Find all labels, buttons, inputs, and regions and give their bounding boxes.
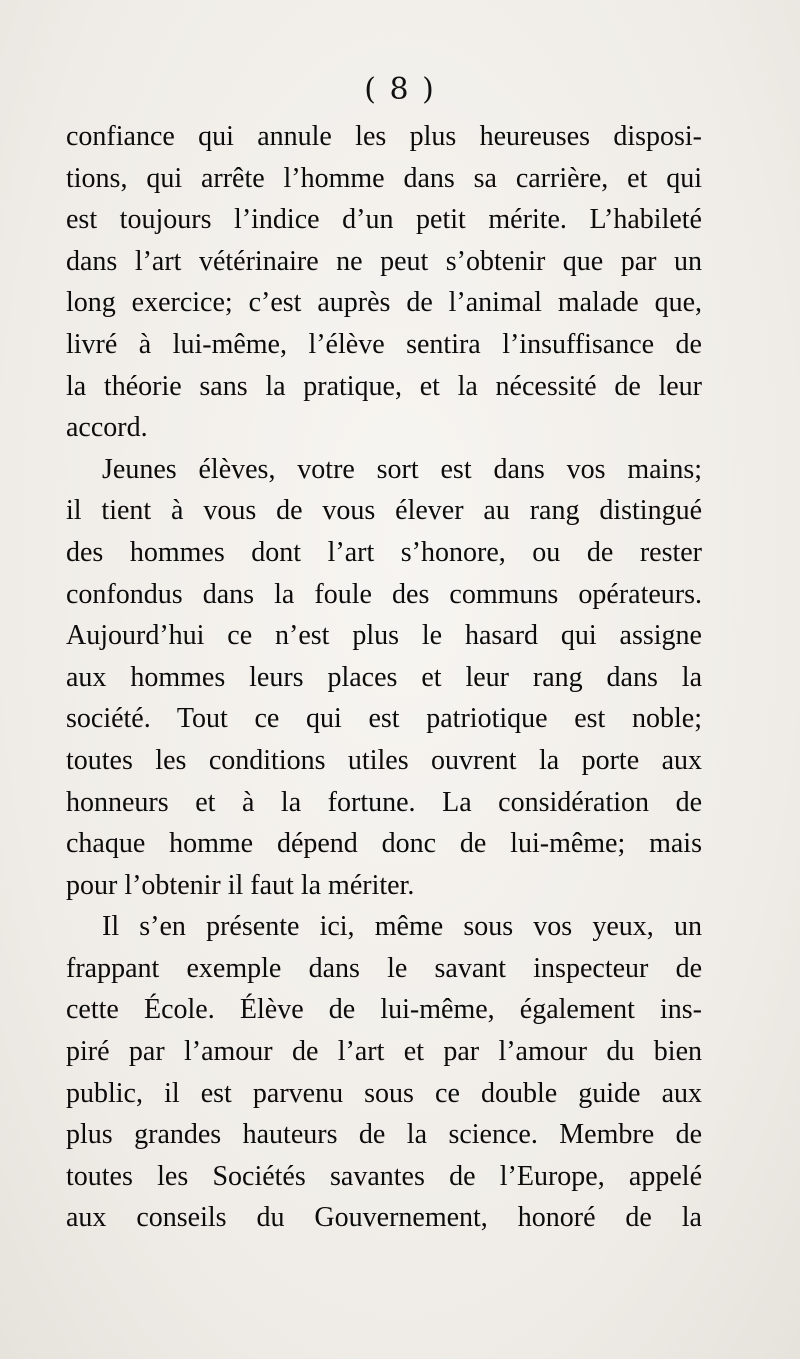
text-line: toutes les conditions utiles ouvrent la porte aux bbox=[66, 744, 702, 776]
body-text bbox=[66, 116, 702, 1239]
text-line: il tient à vous de vous élever au rang distingué bbox=[66, 495, 702, 527]
text-line: accord. bbox=[66, 412, 148, 444]
page-number: ( 8 ) bbox=[364, 72, 436, 107]
text-line: piré par l’amour de l’art et par l’amour du bien bbox=[66, 1036, 702, 1068]
text-line: aux hommes leurs places et leur rang dans la bbox=[66, 661, 702, 693]
text-line: confondus dans la foule des communs opérateurs. bbox=[66, 578, 702, 610]
text-line: Il s’en présente ici, même sous vos yeux, un bbox=[102, 911, 702, 943]
text-line: honneurs et à la fortune. La considération de bbox=[66, 786, 702, 818]
text-line: est toujours l’indice d’un petit mérite. L’habileté bbox=[66, 204, 702, 236]
text-line: aux conseils du Gouvernement, honoré de la bbox=[66, 1202, 702, 1234]
text-line: Aujourd’hui ce n’est plus le hasard qui assigne bbox=[66, 620, 702, 652]
text-line: dans l’art vétérinaire ne peut s’obtenir que par un bbox=[66, 245, 702, 277]
paragraph bbox=[66, 449, 702, 907]
text-line: Jeunes élèves, votre sort est dans vos mains; bbox=[102, 453, 702, 485]
text-line: confiance qui annule les plus heureuses disposi- bbox=[66, 121, 702, 152]
text-line: société. Tout ce qui est patriotique est noble; bbox=[66, 703, 702, 735]
paragraph bbox=[66, 906, 702, 1239]
text-line: frappant exemple dans le savant inspecteur de bbox=[66, 952, 702, 984]
text-line: cette École. Élève de lui-même, également ins- bbox=[66, 994, 702, 1026]
text-line: livré à lui-même, l’élève sentira l’insuffisance de bbox=[66, 328, 702, 360]
paragraph bbox=[66, 116, 702, 449]
text-line: plus grandes hauteurs de la science. Membre de bbox=[66, 1119, 702, 1151]
text-line: toutes les Sociétés savantes de l’Europe, appelé bbox=[66, 1160, 702, 1192]
text-line: pour l’obtenir il faut la mériter. bbox=[66, 869, 415, 901]
text-line: la théorie sans la pratique, et la nécessité de leur bbox=[66, 370, 702, 402]
text-line: public, il est parvenu sous ce double guide aux bbox=[66, 1077, 702, 1109]
text-line: des hommes dont l’art s’honore, ou de rester bbox=[66, 536, 702, 568]
text-line: chaque homme dépend donc de lui-même; mais bbox=[66, 828, 702, 860]
text-line: long exercice; c’est auprès de l’animal malade que, bbox=[66, 287, 702, 319]
text-line: tions, qui arrête l’homme dans sa carrière, et qui bbox=[66, 162, 702, 194]
